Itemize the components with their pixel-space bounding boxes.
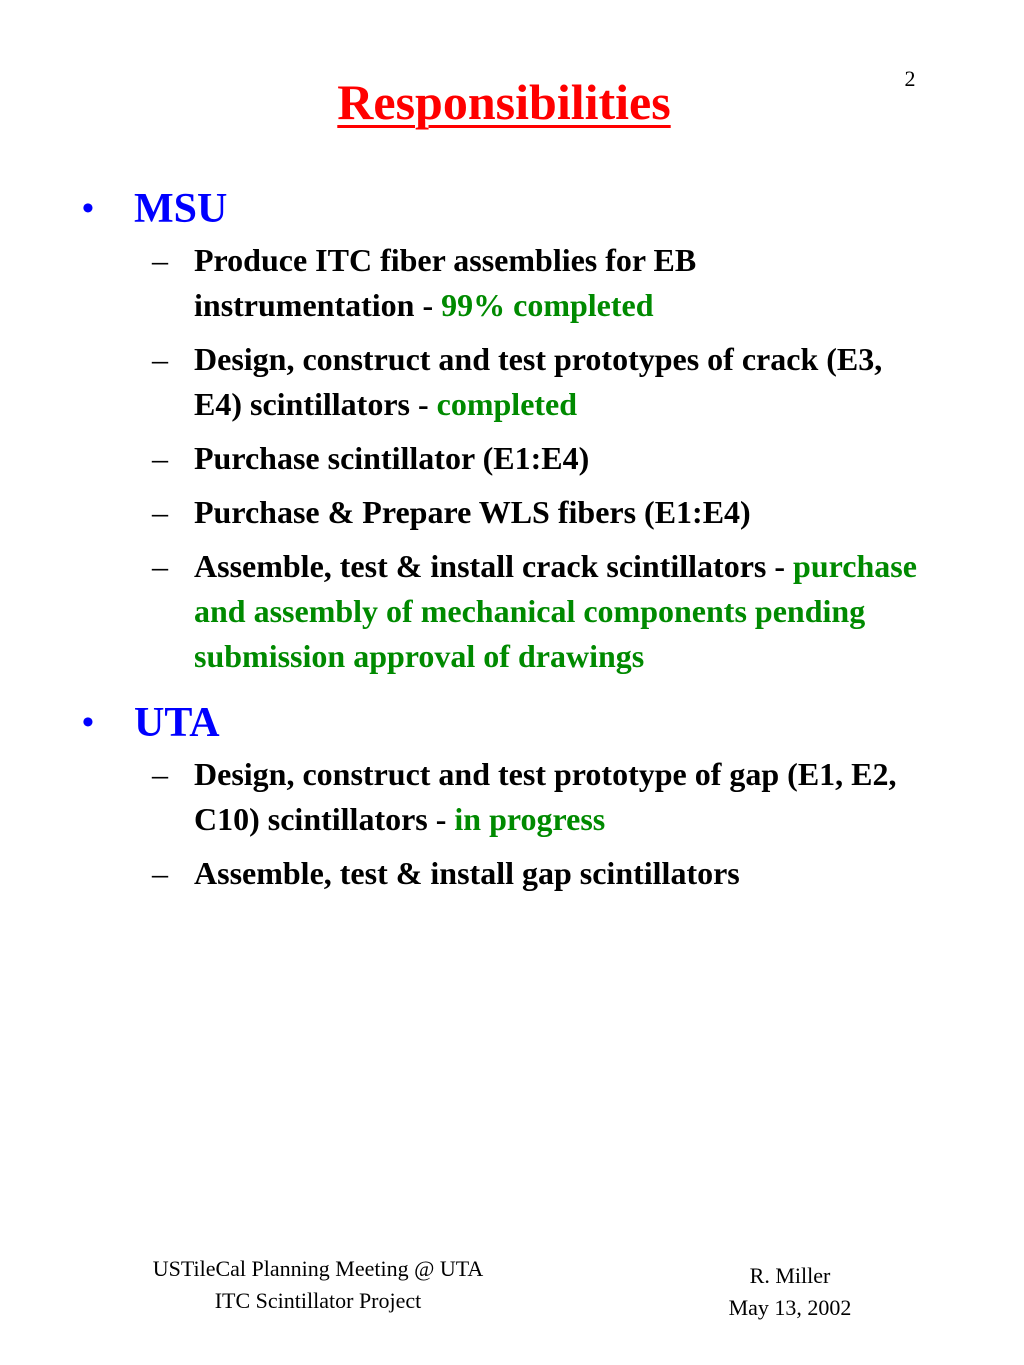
section-msu [0,180,1024,679]
dash-icon: – [152,548,168,584]
dash-icon: – [152,756,168,792]
section-label-msu: MSU [134,186,228,232]
list-item [152,544,924,679]
item-status: completed [436,386,578,422]
footer-right [700,1260,880,1324]
footer-project: ITC Scintillator Project [214,1288,422,1313]
dash-icon: – [152,242,168,278]
list-item [152,851,924,896]
bullet-icon: • [82,190,94,227]
section-label-uta: UTA [134,700,220,746]
item-text: Assemble, test & install crack scintillators - [194,548,794,584]
dash-icon: – [152,494,168,530]
footer-left [108,1253,528,1317]
item-text: Purchase scintillator (E1:E4) [194,440,590,476]
item-text: Design, construct and test prototype of gap (E1, E2, C10) scintillators - [194,756,897,837]
section-heading [0,180,1024,238]
footer-date: May 13, 2002 [728,1295,852,1320]
dash-icon: – [152,855,168,891]
footer-meeting: USTileCal Planning Meeting @ UTA [152,1256,484,1281]
section-uta [0,694,1024,896]
item-text: Assemble, test & install gap scintillators [194,855,740,891]
list-item [152,752,924,842]
list-item [152,337,924,427]
section-heading [0,694,1024,752]
bullet-icon: • [82,704,94,741]
footer-author: R. Miller [749,1263,831,1288]
item-text: Design, construct and test prototypes of crack (E3, E4) scintillators - [194,341,883,422]
item-status: purchase and assembly of mechanical components pending submission approval of drawings [194,548,917,674]
dash-icon: – [152,341,168,377]
item-status: 99% completed [441,287,654,323]
list-item [152,436,924,481]
list-item [152,490,924,535]
slide-title: Responsibilities [337,74,671,130]
item-text: Purchase & Prepare WLS fibers (E1:E4) [194,494,751,530]
slide-content [0,180,1024,905]
dash-icon: – [152,440,168,476]
item-status: in progress [454,801,606,837]
page-number: 2 [904,66,916,91]
item-text: Produce ITC fiber assemblies for EB instrumentation - [194,242,697,323]
list-item [152,238,924,328]
